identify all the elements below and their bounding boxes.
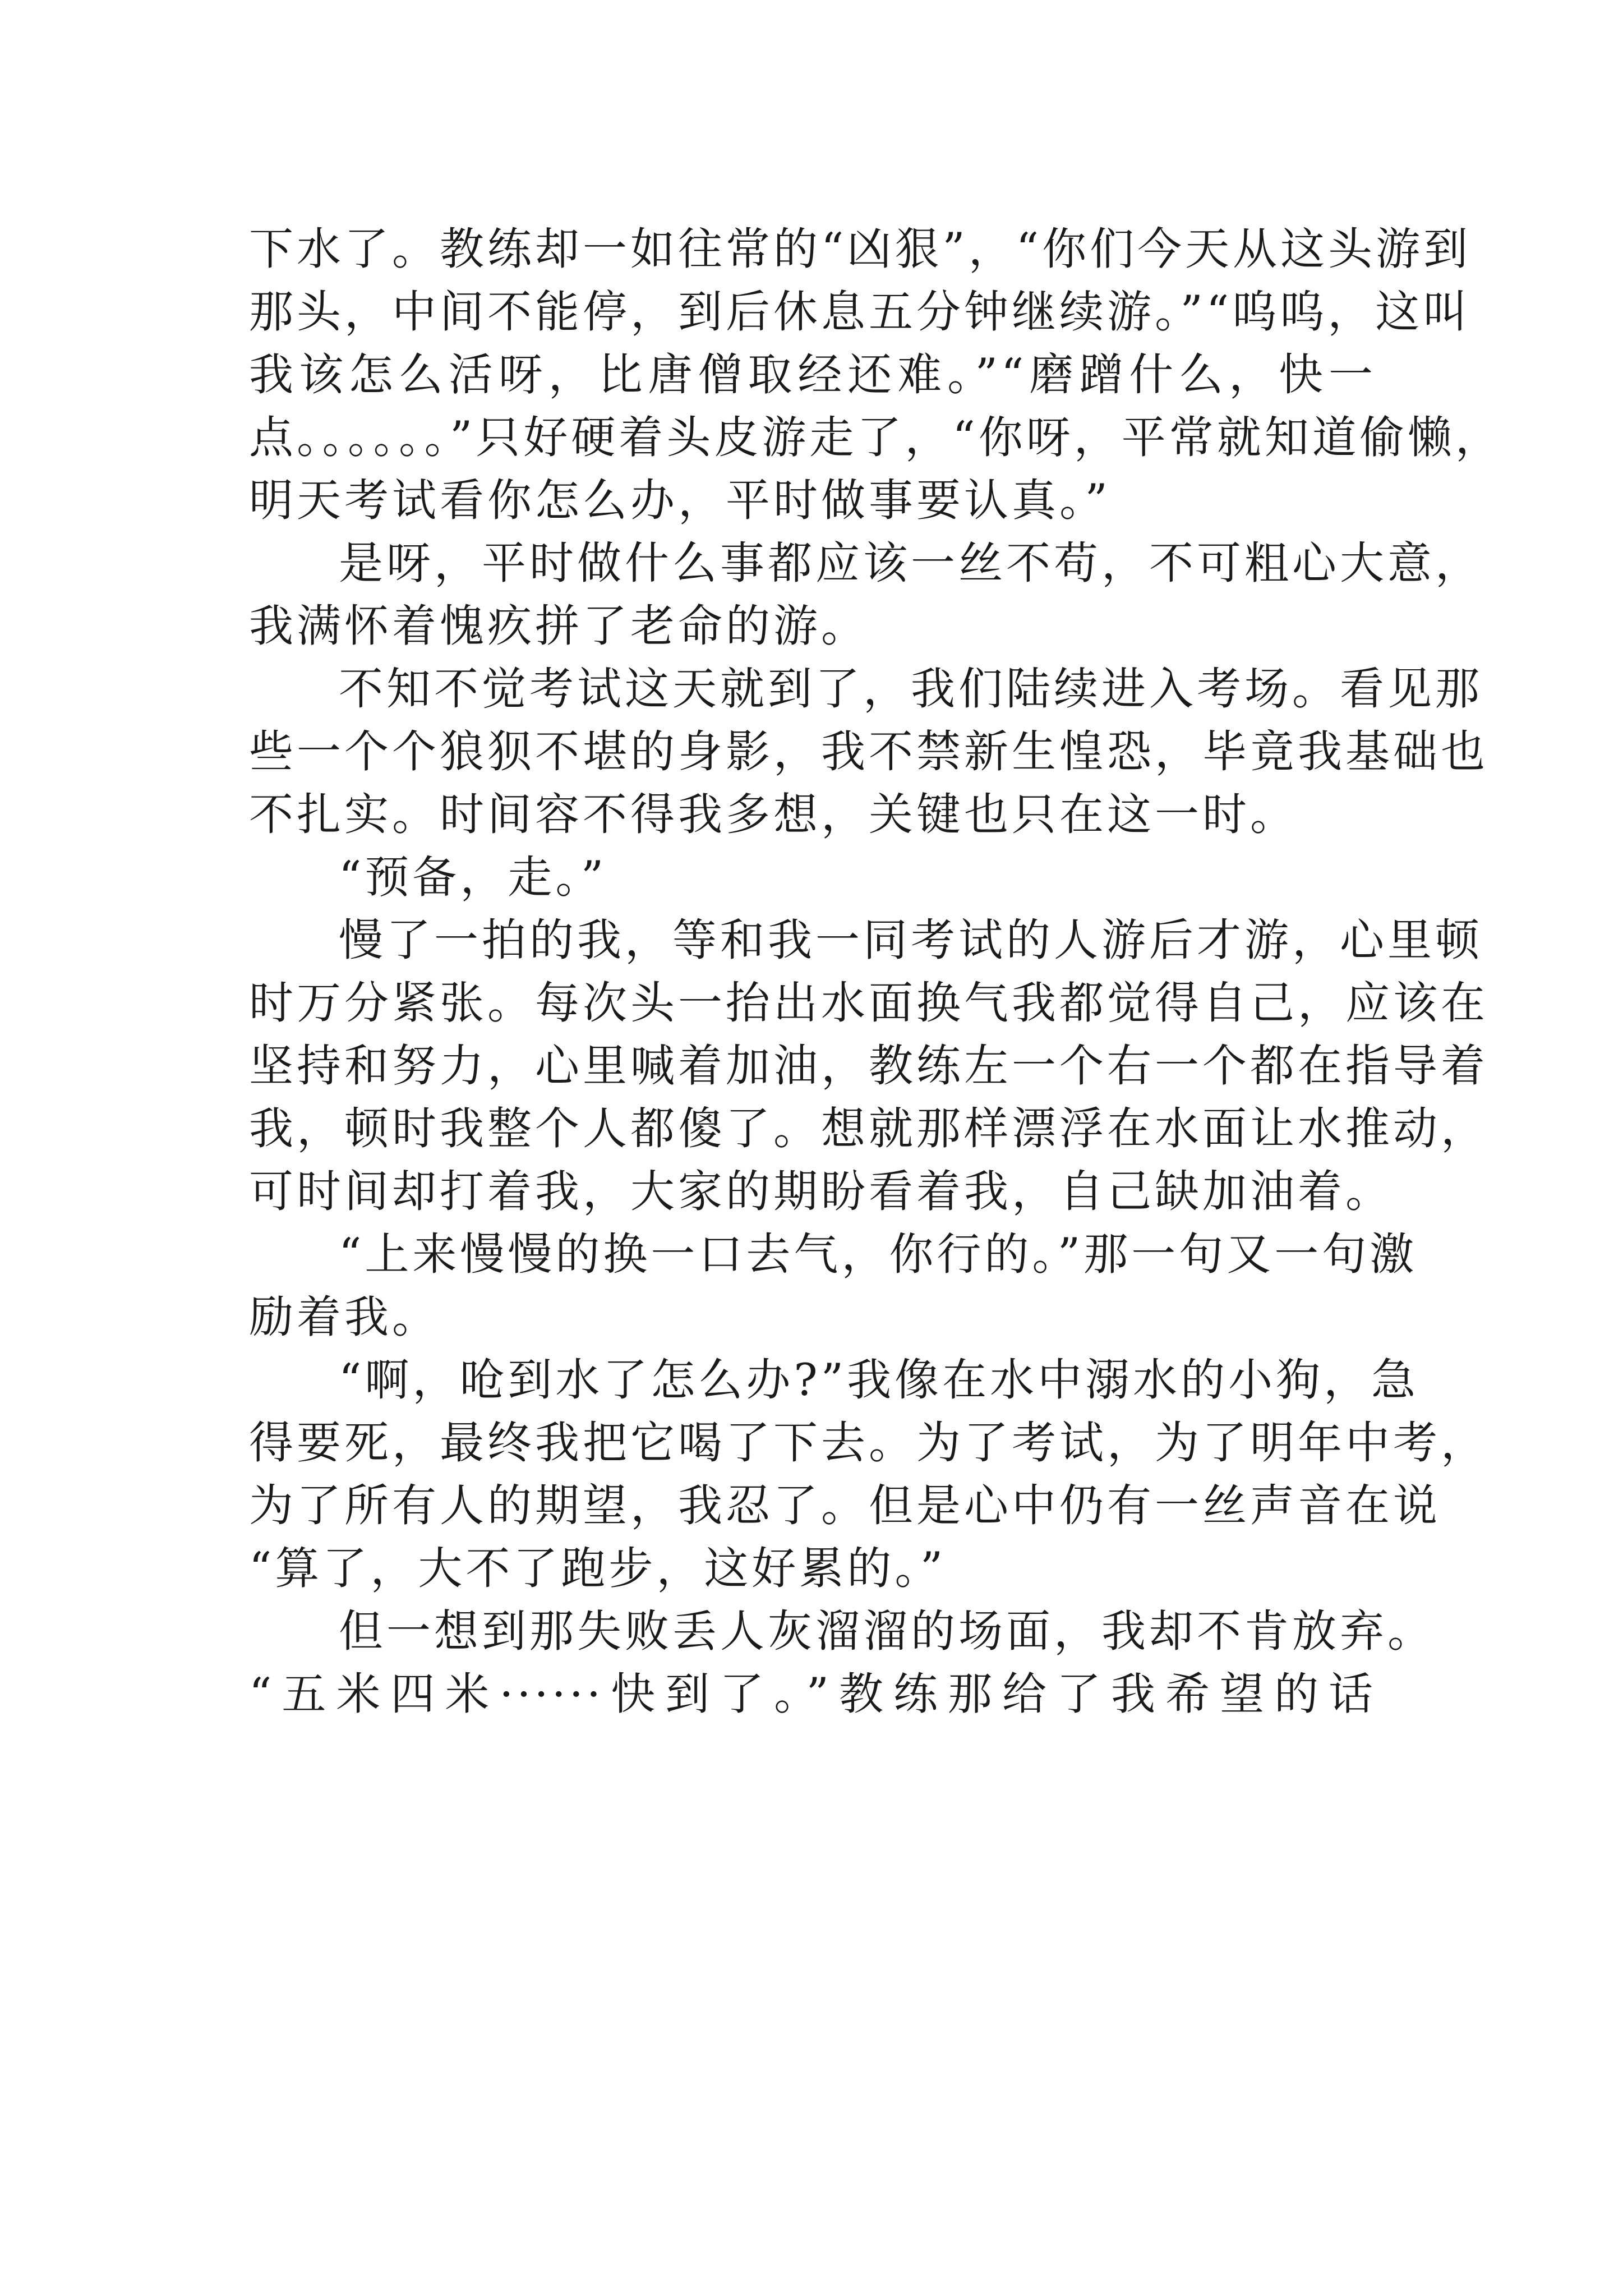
text-line: 我，顿时我整个人都傻了。想就那样漂浮在水面让水推动， (249, 1103, 1488, 1154)
paragraph-first-line: “预备，走。” (339, 852, 607, 903)
text-line: 些一个个狼狈不堪的身影，我不禁新生惶恐，毕竟我基础也 (249, 726, 1488, 777)
text-line: 为了所有人的期望，我忍了。但是心中仍有一丝声音在说 (249, 1480, 1441, 1531)
paragraph-first-line: 不知不觉考试这天就到了，我们陆续进入考场。看见那 (339, 663, 1483, 715)
paragraph-first-line: 但一想到那失败丢人灰溜溜的场面，我却不肯放弃。 (339, 1605, 1435, 1657)
text-line: 那头，中间不能停，到后休息五分钟继续游。”“呜呜，这叫 (249, 286, 1471, 338)
text-line: 我该怎么活呀，比唐僧取经还难。”“磨蹭什么，快一 (249, 349, 1376, 401)
text-line: 不扎实。时间容不得我多想，关键也只在这一时。 (249, 789, 1298, 840)
text-line: 坚持和努力，心里喊着加油，教练左一个右一个都在指导着 (249, 1040, 1488, 1092)
text-line: 点。。。。。。”只好硬着头皮游走了，“你呀，平常就知道偷懒， (249, 412, 1503, 463)
paragraph-first-line: 慢了一拍的我，等和我一同考试的人游后才游，心里顿 (339, 914, 1483, 966)
text-line: 我满怀着愧疚拼了老命的游。 (249, 600, 869, 652)
text-line: 得要死，最终我把它喝了下去。为了考试，为了明年中考， (249, 1417, 1488, 1469)
paragraph-first-line: 是呀，平时做什么事都应该一丝不苟，不可粗心大意， (339, 537, 1483, 589)
paragraph-first-line: “啊，呛到水了怎么办?”我像在水中溺水的小狗，急 (339, 1354, 1419, 1406)
body-text (249, 218, 1503, 1726)
text-line: 励着我。 (249, 1291, 440, 1343)
text-line: 时万分紧张。每次头一抬出水面换气我都觉得自己，应该在 (249, 977, 1488, 1029)
paragraph-first-line: “上来慢慢的换一口去气，你行的。”那一句又一句激 (339, 1228, 1418, 1280)
text-line: 可时间却打着我，大家的期盼看着我，自己缺加油着。 (249, 1166, 1393, 1217)
text-line: “五米四米······快到了。”教练那给了我希望的话 (249, 1668, 1376, 1720)
text-line: 下水了。教练却一如往常的“凶狠”，“你们今天从这头游到 (249, 223, 1472, 275)
text-line: “算了，大不了跑步，这好累的。” (249, 1543, 947, 1594)
text-line: 明天考试看你怎么办，平时做事要认真。” (249, 475, 1111, 526)
